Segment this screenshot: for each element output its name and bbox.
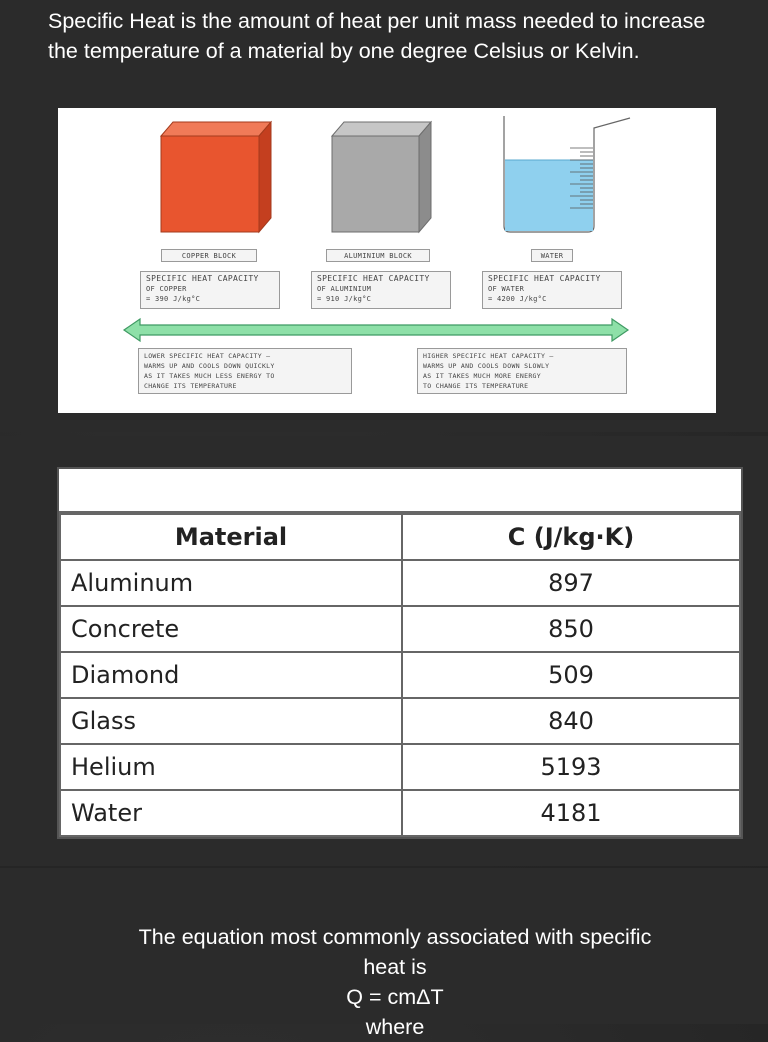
higher-note-line2: WARMS UP AND COOLS DOWN SLOWLY xyxy=(423,362,550,370)
material-cell: Water xyxy=(60,790,402,836)
table-caption: Specific Heats of Selected Materials xyxy=(59,469,741,513)
equation-formula: Q = cmΔT xyxy=(346,985,444,1009)
higher-note-line3: AS IT TAKES MUCH MORE ENERGY xyxy=(423,372,541,380)
water-info-line2: OF WATER xyxy=(488,285,525,293)
table-row xyxy=(60,698,740,744)
aluminium-block-illustration xyxy=(332,122,431,232)
equation-line2: heat is xyxy=(363,955,427,979)
table-row xyxy=(60,790,740,836)
material-cell: Concrete xyxy=(60,606,402,652)
water-label: WATER xyxy=(531,249,573,262)
equation-cutoff: where xyxy=(365,1015,425,1039)
value-cell: 850 xyxy=(402,606,740,652)
table-row xyxy=(60,560,740,606)
aluminium-info-line2: OF ALUMINIUM xyxy=(317,285,372,293)
value-cell: 5193 xyxy=(402,744,740,790)
higher-capacity-note xyxy=(417,348,627,394)
materials-table xyxy=(59,513,741,837)
value-cell: 4181 xyxy=(402,790,740,836)
water-info-value: = 4200 J/kg°C xyxy=(488,295,547,303)
aluminium-info-line1: SPECIFIC HEAT CAPACITY xyxy=(317,274,430,283)
table-row xyxy=(60,606,740,652)
copper-info-value: = 390 J/kg°C xyxy=(146,295,201,303)
copper-block-label: COPPER BLOCK xyxy=(161,249,257,262)
copper-block-illustration xyxy=(161,122,271,232)
specific-heats-table xyxy=(57,467,743,839)
copper-info-line2: OF COPPER xyxy=(146,285,187,293)
copper-info-line1: SPECIFIC HEAT CAPACITY xyxy=(146,274,259,283)
column-header-c-value: C (J/kg·K) xyxy=(402,514,740,560)
water-info-box xyxy=(482,271,622,309)
material-cell: Glass xyxy=(60,698,402,744)
higher-note-line1: HIGHER SPECIFIC HEAT CAPACITY – xyxy=(423,352,554,360)
lower-note-line1: LOWER SPECIFIC HEAT CAPACITY – xyxy=(144,352,271,360)
aluminium-info-value: = 910 J/kg°C xyxy=(317,295,372,303)
equation-line1: The equation most commonly associated with specific xyxy=(138,925,652,949)
specific-heat-diagram xyxy=(58,108,716,413)
lower-note-line2: WARMS UP AND COOLS DOWN QUICKLY xyxy=(144,362,275,370)
higher-note-line4: TO CHANGE ITS TEMPERATURE xyxy=(423,382,529,390)
column-header-material: Material xyxy=(60,514,402,560)
double-arrow-icon xyxy=(124,319,628,341)
value-cell: 897 xyxy=(402,560,740,606)
equation-text xyxy=(60,922,730,1042)
intro-text: Specific Heat is the amount of heat per unit mass needed to increase the temperature of a material by one degree Celsius or Kelvin. xyxy=(48,9,706,63)
table-header-row xyxy=(60,514,740,560)
aluminium-block-label: ALUMINIUM BLOCK xyxy=(326,249,430,262)
value-cell: 509 xyxy=(402,652,740,698)
material-cell: Aluminum xyxy=(60,560,402,606)
lower-note-line3: AS IT TAKES MUCH LESS ENERGY TO xyxy=(144,372,275,380)
material-cell: Helium xyxy=(60,744,402,790)
table-row xyxy=(60,652,740,698)
material-cell: Diamond xyxy=(60,652,402,698)
copper-info-box xyxy=(140,271,280,309)
water-beaker-illustration xyxy=(504,116,630,232)
value-cell: 840 xyxy=(402,698,740,744)
table-row xyxy=(60,744,740,790)
aluminium-info-box xyxy=(311,271,451,309)
water-info-line1: SPECIFIC HEAT CAPACITY xyxy=(488,274,601,283)
lower-note-line4: CHANGE ITS TEMPERATURE xyxy=(144,382,237,390)
lower-capacity-note xyxy=(138,348,352,394)
